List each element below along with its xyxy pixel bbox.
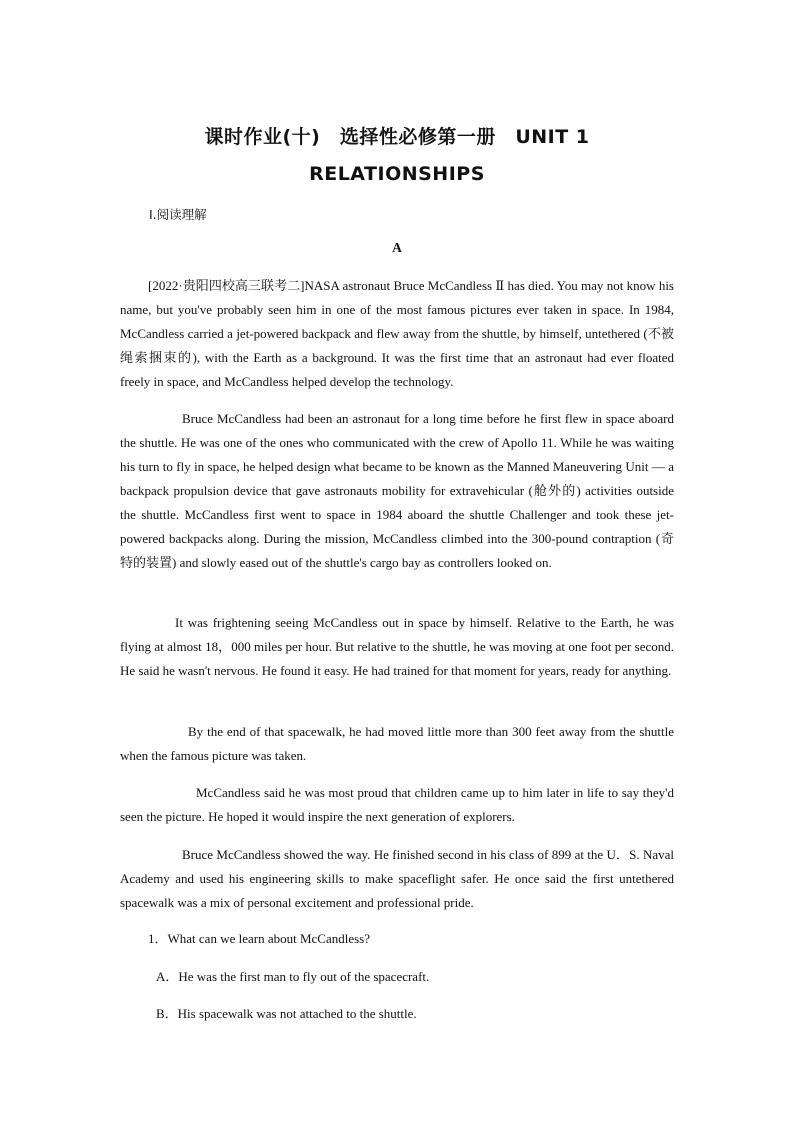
passage-label: A — [392, 240, 402, 255]
answer-option-b: B．His spacewalk was not attached to the shuttle. — [156, 1006, 417, 1021]
passage-paragraph: Bruce McCandless showed the way. He finished second in his class of 899 at the U．S. Naval Academy and used his engineering skills to make spaceflight safer. He once said the first untethered spacewalk was a mix of personal excitement and professional pride. — [120, 847, 674, 910]
passage-paragraph: By the end of that spacewalk, he had moved little more than 300 feet away from the shuttle when the famous picture was taken. — [120, 724, 674, 763]
passage-paragraph: It was frightening seeing McCandless out in space by himself. Relative to the Earth, he was flying at almost 18，000 miles per hour. But relative to the shuttle, he was moving at one foot per second. He said he wasn't nervous. He found it easy. He had trained for that moment for years, ready for anything. — [120, 615, 674, 678]
passage-paragraph: McCandless said he was most proud that children came up to him later in life to say they'd seen the picture. He hoped it would inspire the next generation of explorers. — [120, 785, 674, 824]
question-stem: 1．What can we learn about McCandless? — [148, 931, 371, 946]
answer-option-a: A．He was the first man to fly out of the spacecraft. — [156, 969, 430, 984]
passage-paragraph: [2022·贵阳四校高三联考二]NASA astronaut Bruce McCandless Ⅱ has died. You may not know his name, but you've probably seen him in one of the most famous pictures ever taken in space. In 1984, McCandless carried a jet-powered backpack and flew away from the shuttle, by himself, untethered (不被绳索捆束的), with the Earth as a background. It was the first time that an astronaut had ever floated freely in space, and McCandless helped develop the technology. — [120, 278, 674, 389]
page-title: 课时作业(十) 选择性必修第一册 UNIT 1 — [204, 126, 590, 148]
passage-paragraph: Bruce McCandless had been an astronaut for a long time before he first flew in space aboard the shuttle. He was one of the ones who communicated with the crew of Apollo 11. While he was waiting his turn to fly in space, he helped design what became to be known as the Manned Maneuvering Unit — a backpack propulsion device that gave astronauts mobility for extravehicular (舱外的) activities outside the shuttle. McCandless first went to space in 1984 aboard the shuttle Challenger and took these jet-powered backpacks along. During the mission, McCandless climbed into the 300-pound contraption (奇特的装置) and slowly eased out of the shuttle's cargo bay as controllers looked on. — [120, 411, 674, 570]
section-heading: Ⅰ.阅读理解 — [149, 207, 207, 222]
page-subtitle: RELATIONSHIPS — [309, 163, 485, 185]
